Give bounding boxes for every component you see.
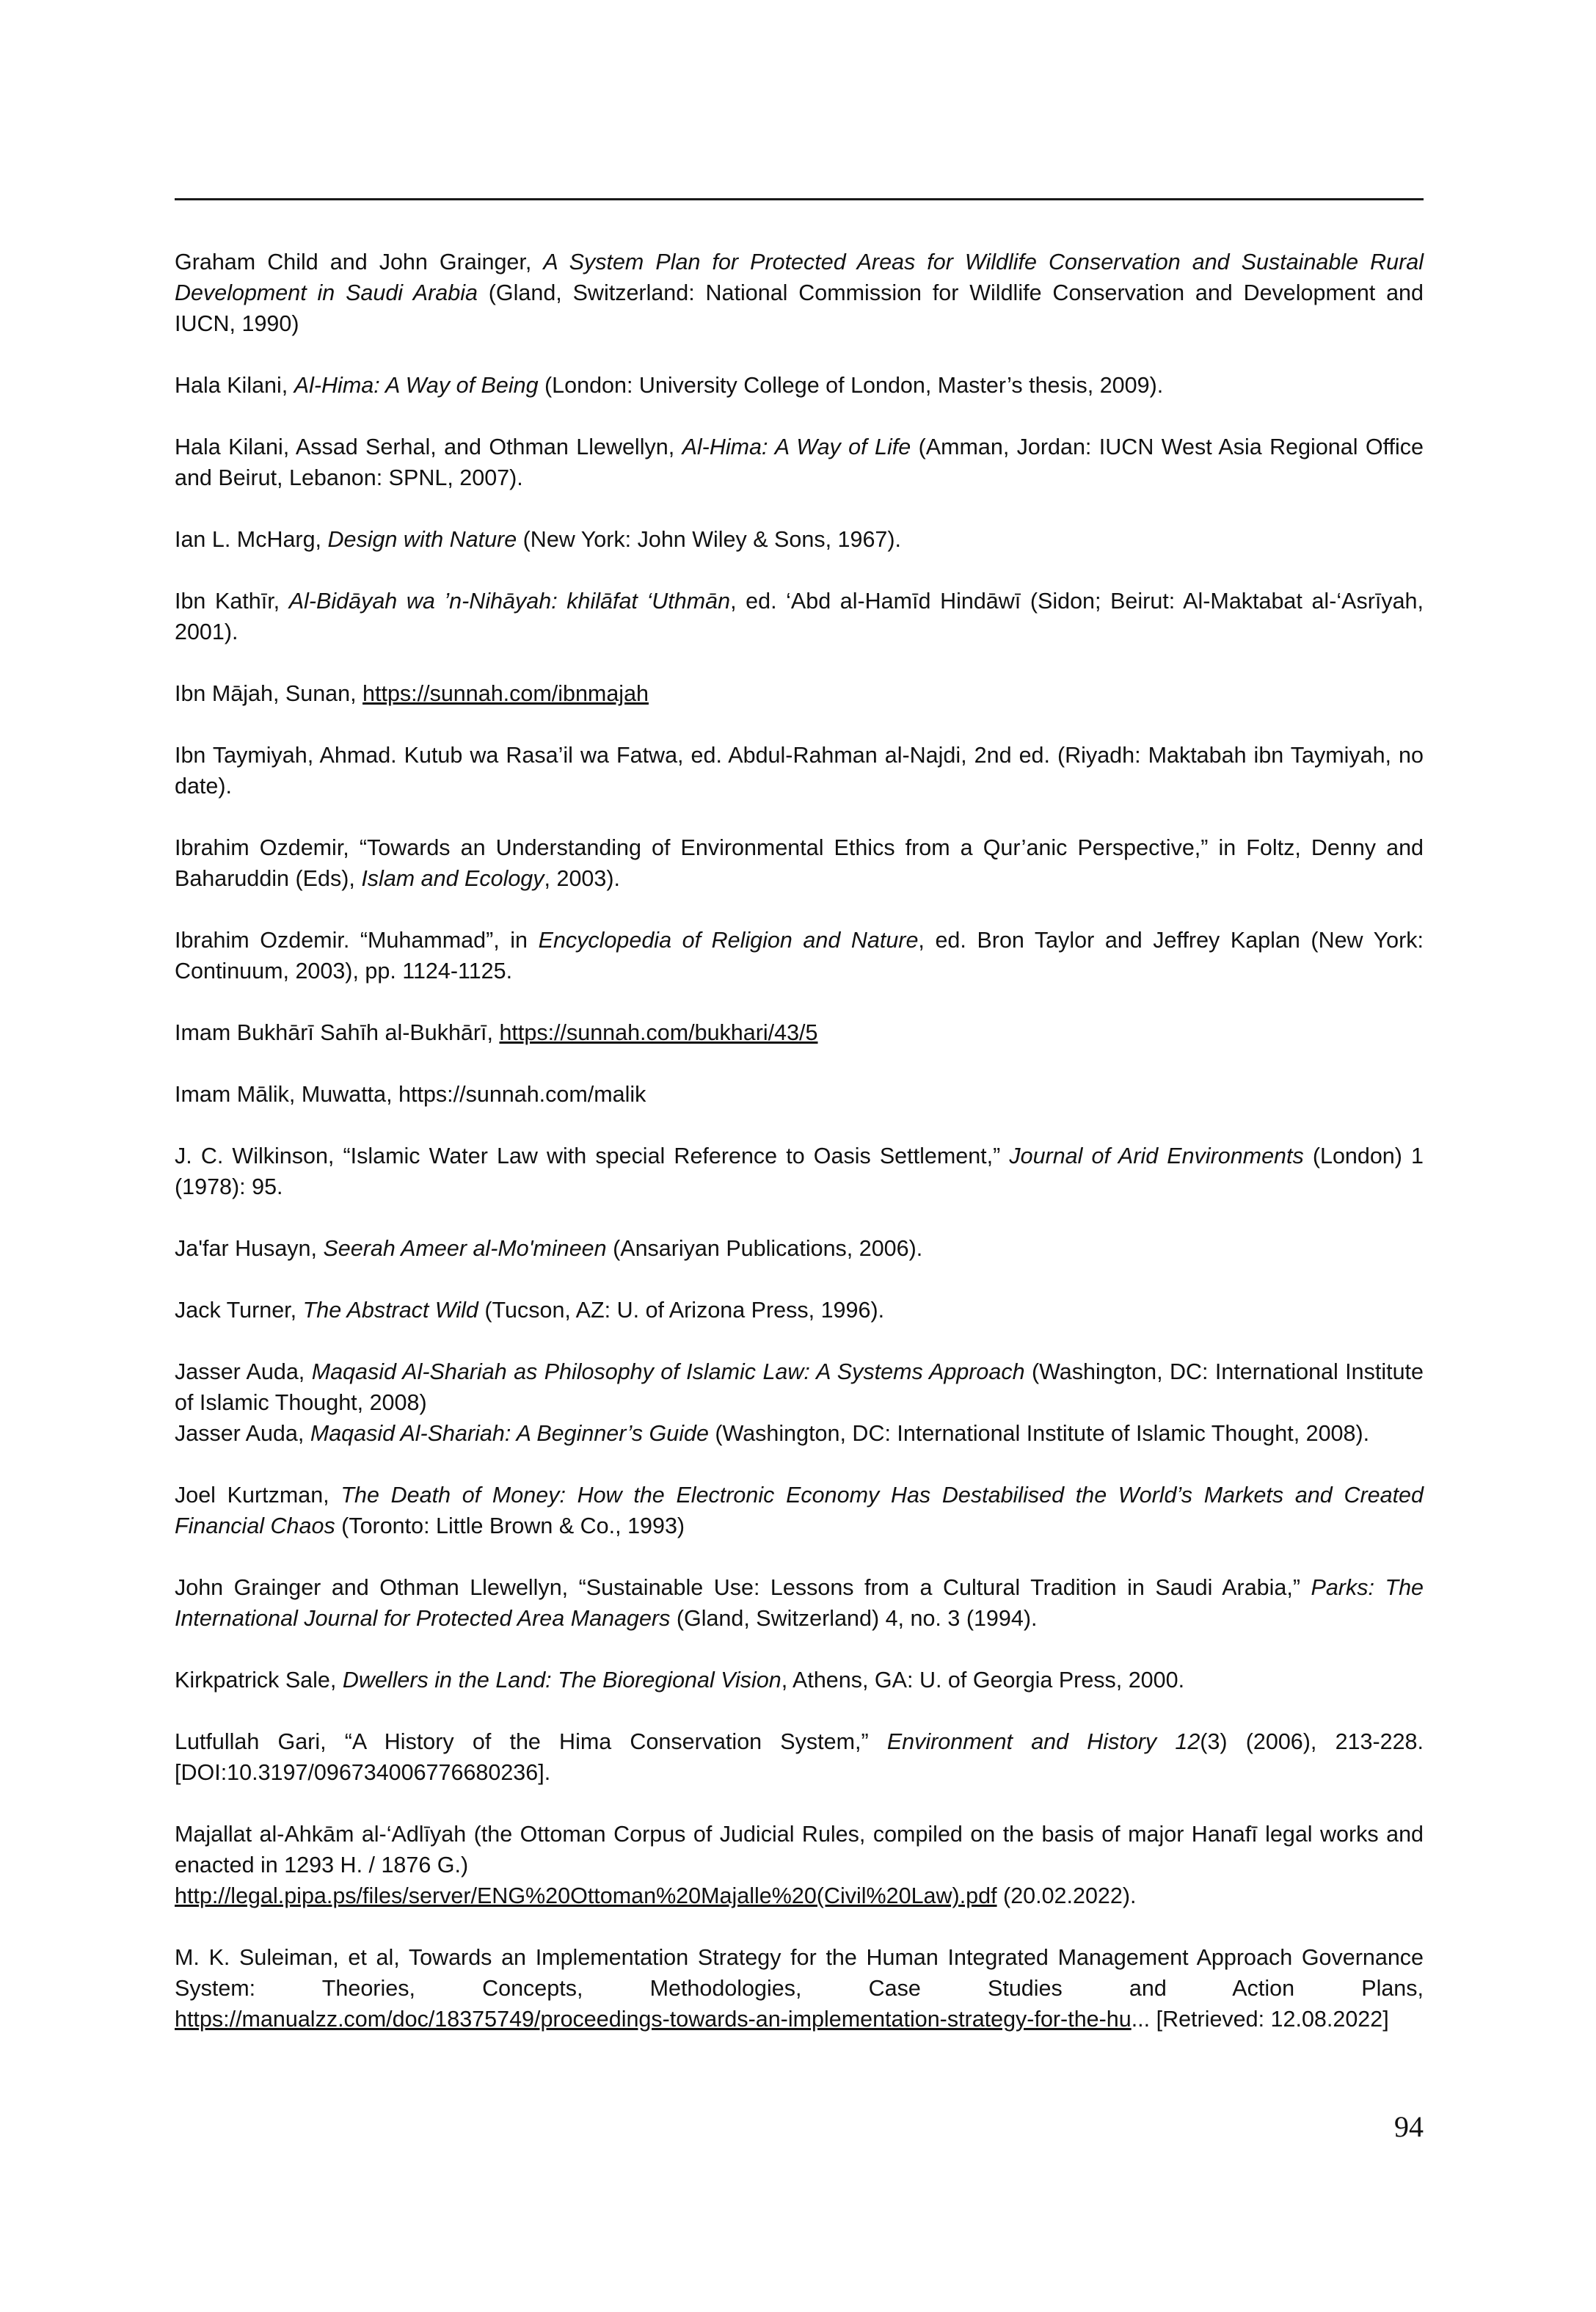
reference-title: Al-Hima: A Way of Life — [682, 435, 911, 459]
reference-text: , ed. Bron Taylor and Jeffrey Kaplan (New York: Continuum, 2003), pp. 1124-1125. — [175, 928, 1424, 984]
reference-text: Ibrahim Ozdemir, “Towards an Understanding of Environmental Ethics from a Qur’anic Perspective,” in Foltz, Denny and Baharuddin (Eds), — [175, 835, 1424, 891]
reference-entry — [175, 925, 1424, 986]
reference-entry — [175, 432, 1424, 493]
reference-text: Ian L. McHarg, — [175, 527, 328, 552]
reference-title: The Abstract Wild — [302, 1298, 478, 1323]
reference-entry — [175, 586, 1424, 647]
reference-entry — [175, 832, 1424, 894]
reference-entry — [175, 1819, 1424, 1911]
reference-text: (3) (2006), 213-228. [DOI:10.3197/096734006776680236]. — [175, 1729, 1424, 1785]
reference-text: Imam Mālik, Muwatta, https://sunnah.com/malik — [175, 1082, 646, 1107]
reference-title: Parks: The International Journal for Protected Area Managers — [175, 1575, 1424, 1631]
reference-text: (Amman, Jordan: IUCN West Asia Regional Office and Beirut, Lebanon: SPNL, 2007). — [175, 435, 1424, 490]
reference-text: (Toronto: Little Brown & Co., 1993) — [335, 1513, 685, 1538]
reference-text: (London) 1 (1978): 95. — [175, 1144, 1424, 1199]
reference-text: Lutfullah Gari, “A History of the Hima Conservation System,” — [175, 1729, 887, 1754]
reference-text: Jasser Auda, — [175, 1421, 310, 1446]
reference-entry — [175, 1942, 1424, 2035]
reference-text: Ibn Kathīr, — [175, 589, 289, 614]
reference-entry — [175, 1233, 1424, 1264]
reference-entry — [175, 1418, 1424, 1449]
reference-text: , ed. ‘Abd al-Hamīd Hindāwī (Sidon; Beirut: Al-Maktabat al-‘Asrīyah, 2001). — [175, 589, 1424, 644]
reference-text: Hala Kilani, — [175, 373, 294, 398]
reference-text: Imam Bukhārī Sahīh al-Bukhārī, — [175, 1020, 500, 1045]
reference-text: (20.02.2022). — [996, 1883, 1137, 1908]
reference-text: Ibn Mājah, Sunan, — [175, 681, 363, 706]
reference-entry — [175, 1665, 1424, 1695]
reference-title: Maqasid Al-Shariah as Philosophy of Islamic Law: A Systems Approach — [311, 1359, 1025, 1384]
reference-text: Ibn Taymiyah, Ahmad. Kutub wa Rasa’il wa Fatwa, ed. Abdul-Rahman al-Najdi, 2nd ed. (Riyadh: Maktabah ibn Taymiyah, no date). — [175, 743, 1424, 799]
reference-title: Islam and Ecology — [361, 866, 544, 891]
bibliography-list — [175, 247, 1424, 2065]
reference-title: Al-Hima: A Way of Being — [294, 373, 539, 398]
reference-text: Ja'far Husayn, — [175, 1236, 324, 1261]
reference-link[interactable]: http://legal.pipa.ps/files/server/ENG%20Ottoman%20Majalle%20(Civil%20Law).pdf — [175, 1883, 997, 1908]
reference-entry — [175, 247, 1424, 339]
reference-entry — [175, 678, 1424, 709]
reference-text: (Gland, Switzerland: National Commission for Wildlife Conservation and Development and IUCN, 1990) — [175, 280, 1424, 336]
reference-title: Design with Nature — [327, 527, 517, 552]
reference-entry — [175, 1141, 1424, 1202]
reference-title: The Death of Money: How the Electronic Economy Has Destabilised the World’s Markets and Created Financial Chaos — [175, 1483, 1424, 1538]
reference-entry — [175, 1295, 1424, 1326]
reference-entry — [175, 740, 1424, 801]
reference-text: John Grainger and Othman Llewellyn, “Sustainable Use: Lessons from a Cultural Tradition in Saudi Arabia,” — [175, 1575, 1311, 1600]
reference-text: Joel Kurtzman, — [175, 1483, 341, 1508]
reference-text: Graham Child and John Grainger, — [175, 250, 544, 275]
reference-text: ... [Retrieved: 12.08.2022] — [1131, 2007, 1389, 2032]
reference-text: Ibrahim Ozdemir. “Muhammad”, in — [175, 928, 539, 953]
reference-entry — [175, 1079, 1424, 1110]
reference-entry — [175, 1726, 1424, 1788]
reference-entry — [175, 1480, 1424, 1541]
reference-text: (Washington, DC: International Institute of Islamic Thought, 2008) — [175, 1359, 1424, 1415]
reference-text: Jack Turner, — [175, 1298, 303, 1323]
reference-text: (Tucson, AZ: U. of Arizona Press, 1996). — [478, 1298, 885, 1323]
reference-text: (London: University College of London, Master’s thesis, 2009). — [538, 373, 1164, 398]
reference-title: Al-Bidāyah wa ’n-Nihāyah: khilāfat ‘Uthmān — [288, 589, 731, 614]
reference-title: Environment and History 12 — [886, 1729, 1200, 1754]
reference-text: , Athens, GA: U. of Georgia Press, 2000. — [781, 1668, 1185, 1693]
reference-title: Dwellers in the Land: The Bioregional Vision — [342, 1668, 781, 1693]
reference-entry — [175, 1356, 1424, 1418]
reference-entry — [175, 1017, 1424, 1048]
reference-text: , 2003). — [544, 866, 620, 891]
reference-text: M. K. Suleiman, et al, Towards an Implementation Strategy for the Human Integrated Management Approach Governance System: Theories, Concepts, Methodologies, Case Studies and Action Plans, — [175, 1945, 1424, 2001]
reference-text: J. C. Wilkinson, “Islamic Water Law with special Reference to Oasis Settlement,” — [175, 1144, 1010, 1168]
page-number: 94 — [1394, 2110, 1424, 2143]
header-rule — [175, 198, 1424, 200]
reference-text: (Washington, DC: International Institute of Islamic Thought, 2008). — [708, 1421, 1370, 1446]
reference-title: Journal of Arid Environments — [1009, 1144, 1304, 1168]
reference-entry — [175, 524, 1424, 555]
reference-title: Seerah Ameer al-Mo'mineen — [323, 1236, 607, 1261]
reference-text: (Ansariyan Publications, 2006). — [606, 1236, 923, 1261]
reference-text: Kirkpatrick Sale, — [175, 1668, 343, 1693]
reference-title: Maqasid Al-Shariah: A Beginner’s Guide — [310, 1421, 709, 1446]
reference-link[interactable]: https://sunnah.com/bukhari/43/5 — [499, 1020, 818, 1045]
reference-link[interactable]: https://manualzz.com/doc/18375749/proceedings-towards-an-implementation-strategy-for-the-hu — [175, 2007, 1132, 2032]
reference-title: Encyclopedia of Religion and Nature — [538, 928, 919, 953]
reference-entry — [175, 370, 1424, 401]
reference-entry — [175, 1572, 1424, 1634]
reference-text: (New York: John Wiley & Sons, 1967). — [517, 527, 902, 552]
reference-title: A System Plan for Protected Areas for Wildlife Conservation and Sustainable Rural Development in Saudi Arabia — [175, 250, 1424, 305]
reference-text: Jasser Auda, — [175, 1359, 312, 1384]
reference-text: Hala Kilani, Assad Serhal, and Othman Llewellyn, — [175, 435, 682, 459]
reference-text: Majallat al-Ahkām al-‘Adlīyah (the Ottoman Corpus of Judicial Rules, compiled on the basis of major Hanafī legal works and enacted in 1293 H. / 1876 G.) — [175, 1822, 1424, 1877]
reference-link[interactable]: https://sunnah.com/ibnmajah — [362, 681, 649, 706]
reference-text: (Gland, Switzerland) 4, no. 3 (1994). — [670, 1606, 1038, 1631]
